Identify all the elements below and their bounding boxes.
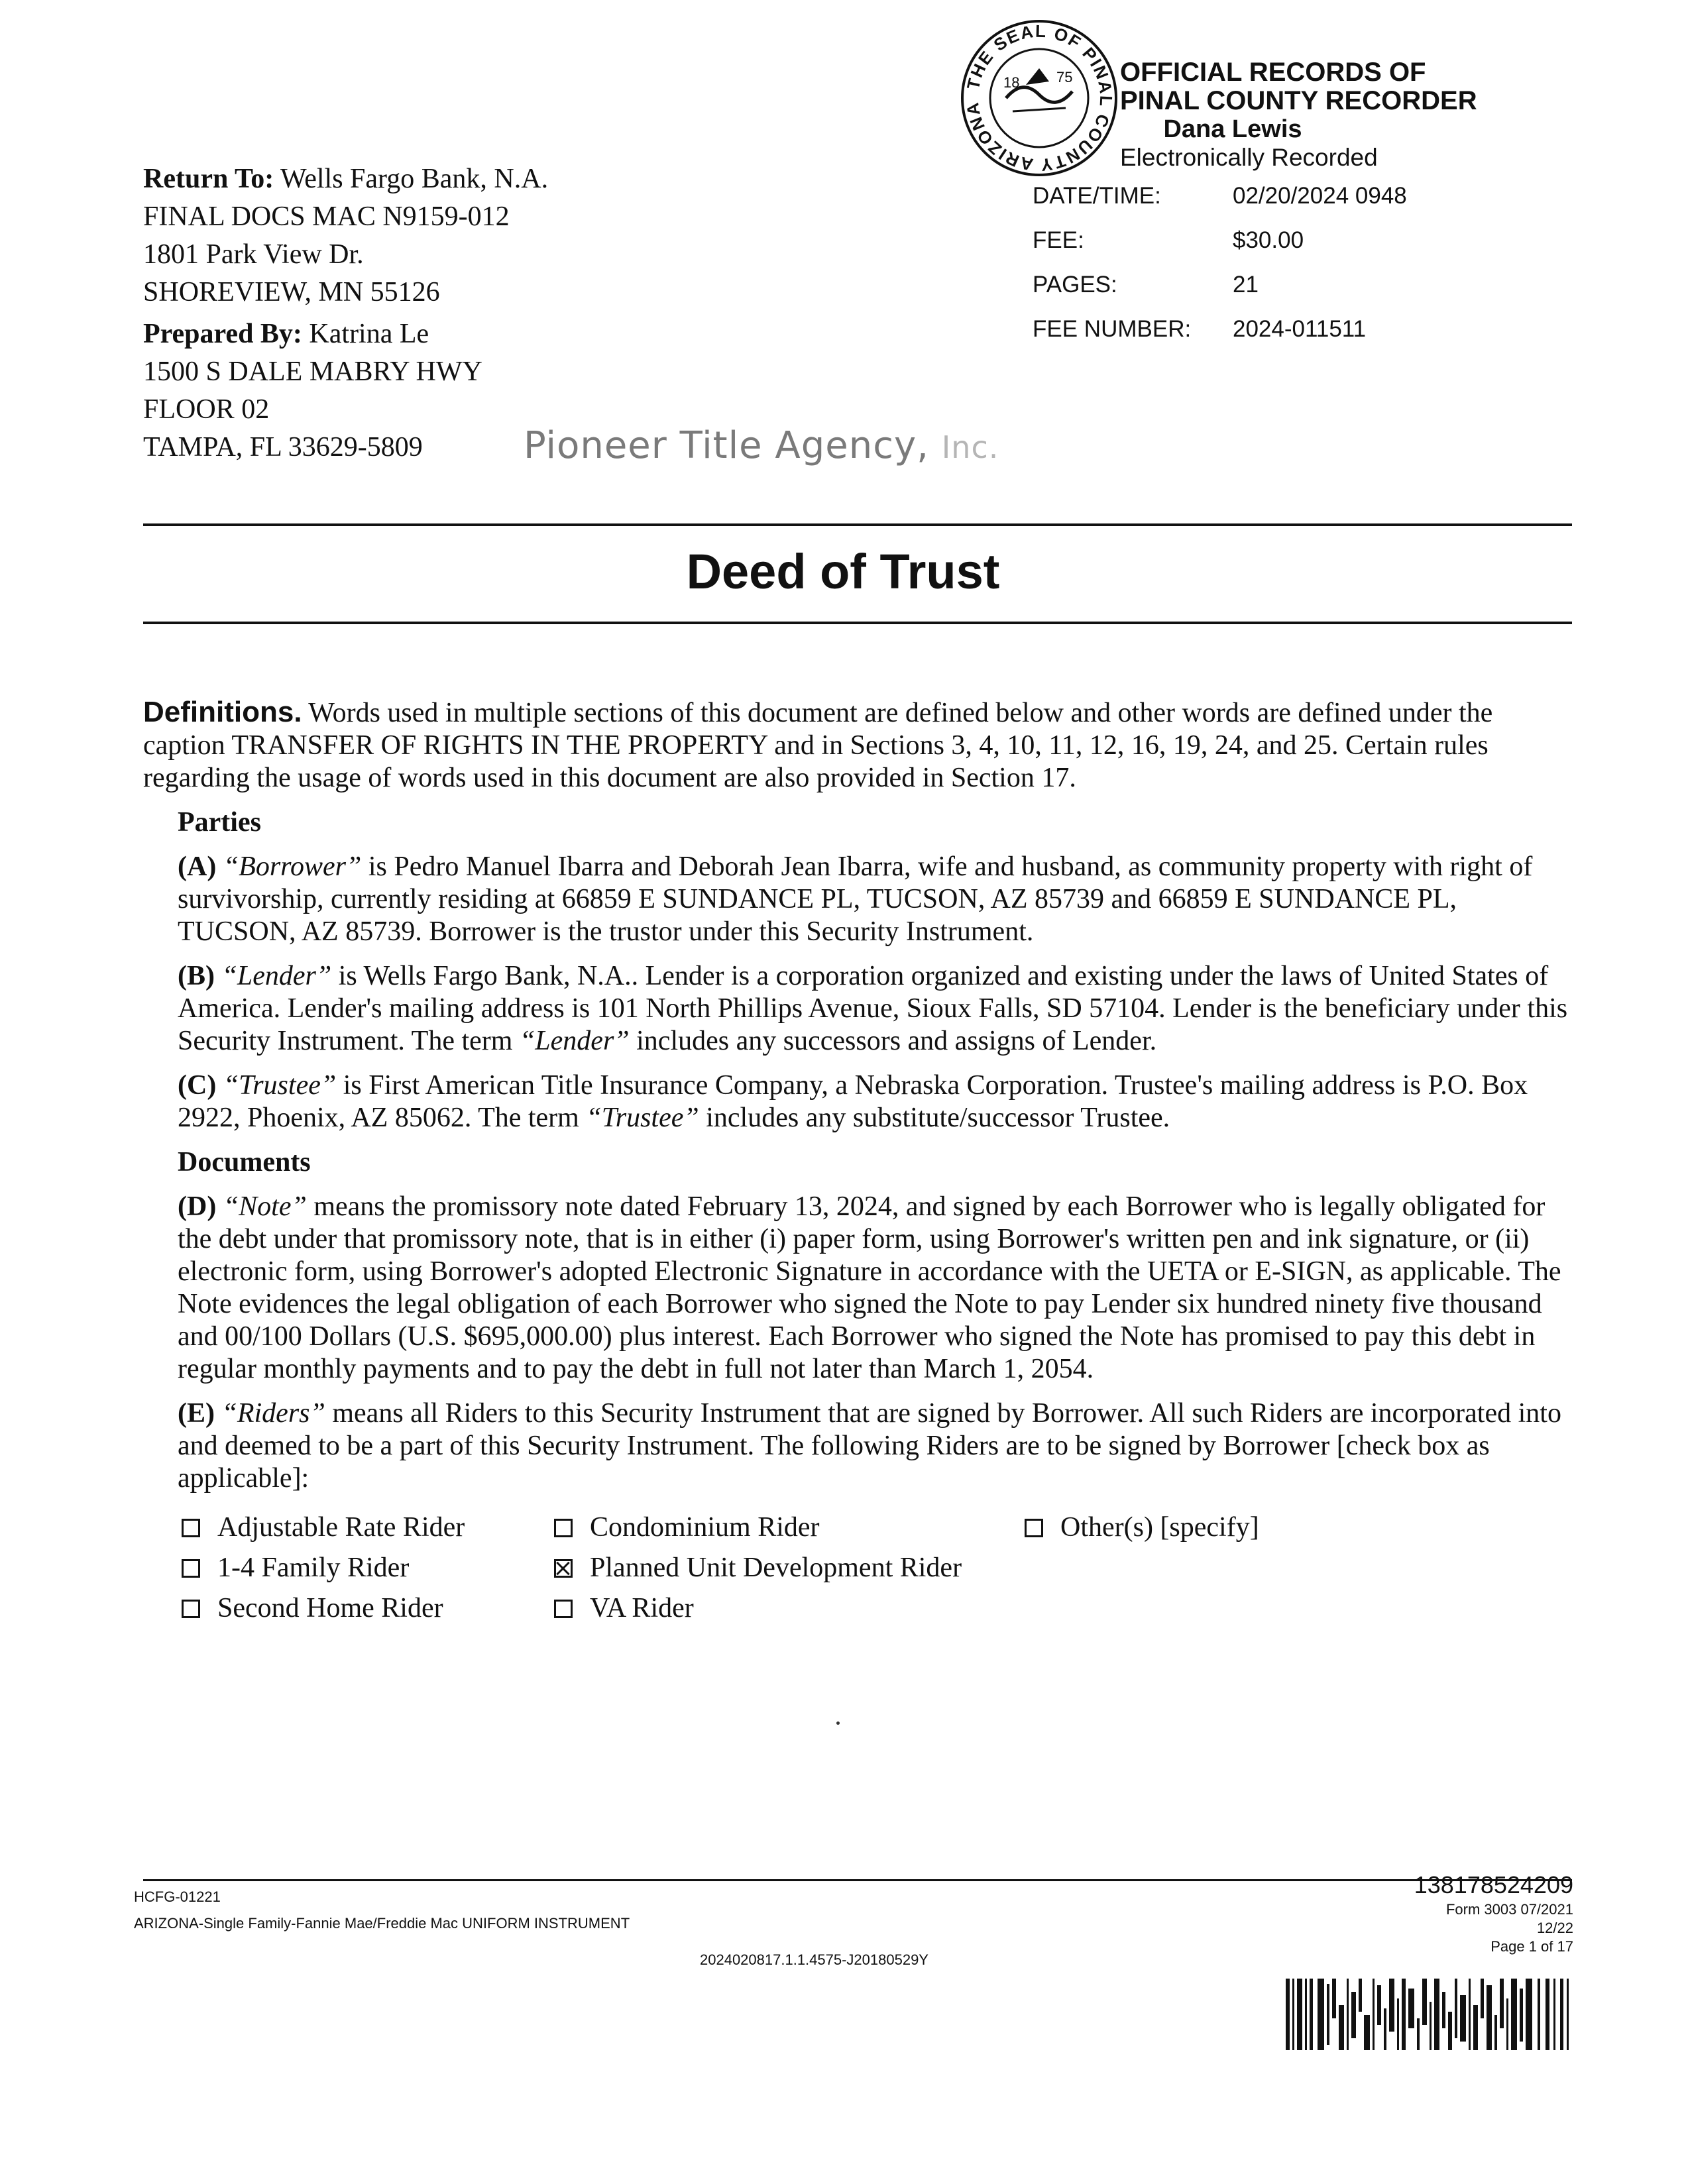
footer-rule <box>143 1879 1572 1881</box>
footer-right <box>1414 1870 1573 1956</box>
rider-empty-cell <box>1025 1550 1290 1586</box>
definitions-paragraph <box>143 696 1572 794</box>
footer-loan-number: 138178524209 <box>1414 1871 1573 1898</box>
definition-item-d <box>178 1191 1572 1386</box>
recorder-status: Electronically Recorded <box>1120 144 1378 171</box>
footer-rev: 12/22 <box>1536 1920 1573 1936</box>
item-term: “Lender” <box>221 961 332 991</box>
recording-row-datetime <box>1033 174 1407 218</box>
item-term: “Note” <box>223 1191 307 1222</box>
recording-value: 2024-011511 <box>1233 316 1367 342</box>
riders-checklist <box>182 1509 1572 1627</box>
recording-info-table <box>1033 174 1407 351</box>
rider-option[interactable] <box>554 1590 1025 1627</box>
item-text: is First American Title Insurance Company, a Nebraska Corporation. Trustee's mailing address is P.O. Box 2922, Phoenix, AZ 85062. The term <box>178 1070 1528 1133</box>
rider-option[interactable] <box>554 1509 1025 1546</box>
item-term: “Lender” <box>519 1026 630 1056</box>
checked-checkbox-icon[interactable] <box>554 1559 573 1578</box>
checkbox-icon[interactable] <box>554 1519 573 1537</box>
county-seal-icon <box>960 19 1119 178</box>
footer-form-code: HCFG-01221 <box>134 1888 221 1905</box>
rider-option[interactable] <box>1025 1509 1290 1546</box>
seal-year-left: 18 <box>1003 74 1020 91</box>
checkbox-icon[interactable] <box>1025 1519 1043 1537</box>
recorder-header <box>1120 58 1477 172</box>
definitions-heading: Definitions. <box>143 696 302 728</box>
recording-row-fee-number <box>1033 307 1407 351</box>
definition-item-e <box>178 1397 1572 1495</box>
rider-option[interactable] <box>182 1550 554 1586</box>
recorder-line-2: PINAL COUNTY RECORDER <box>1120 86 1477 115</box>
title-agency-stamp-suffix: Inc. <box>941 429 999 465</box>
documents-heading: Documents <box>178 1147 311 1177</box>
item-term: “Riders” <box>221 1398 325 1429</box>
rider-label: Condominium Rider <box>590 1512 820 1543</box>
return-to-label: Return To: <box>143 164 274 194</box>
recording-key: DATE/TIME: <box>1033 183 1161 209</box>
rider-option[interactable] <box>182 1590 554 1627</box>
return-to-address-line: FINAL DOCS MAC N9159-012 <box>143 201 510 232</box>
recorder-name: Dana Lewis <box>1163 115 1302 143</box>
definition-item-a <box>178 851 1572 948</box>
prepared-by-address-line: TAMPA, FL 33629-5809 <box>143 432 423 463</box>
item-letter: (C) <box>178 1070 217 1101</box>
title-agency-stamp-main: Pioneer Title Agency, <box>524 424 942 467</box>
item-text: includes any successors and assigns of Lender. <box>629 1026 1157 1056</box>
item-text: is Wells Fargo Bank, N.A.. Lender is a corporation organized and existing under the laws of United States of America. Lender's mailing address is 101 North Phillips Avenue, Sioux Falls, SD 57104. Lender is the beneficiary under this Security Instrument. The term <box>178 961 1568 1056</box>
title-agency-stamp <box>524 424 999 467</box>
stray-dot <box>836 1721 840 1725</box>
item-text: means all Riders to this Security Instrument that are signed by Borrower. All such Riders are incorporated into and deemed to be a part of this Security Instrument. The following Riders are to be signed by Borrower [check box as applicable]: <box>178 1398 1561 1494</box>
return-to-line <box>143 160 548 198</box>
recording-key: PAGES: <box>1033 272 1117 298</box>
prepared-by-address-line: FLOOR 02 <box>143 394 270 425</box>
prepared-by-name: Katrina Le <box>302 319 429 349</box>
definition-item-b <box>178 960 1572 1058</box>
item-letter: (A) <box>178 851 217 882</box>
item-text: means the promissory note dated February 13, 2024, and signed by each Borrower who is legally obligated for the debt under that promissory note, that is in either (i) paper form, using Borrower's written pen and ink signature, or (ii) electronic form, using Borrower's adopted Electronic Signature in accordance with the UETA or E-SIGN, as applicable. The Note evidences the legal obligation of each Borrower who signed the Note to pay Lender six hundred ninety five thousand and 00/100 Dollars (U.S. $695,000.00) plus interest. Each Borrower who signed the Note has promised to pay this debt in regular monthly payments and to pay the debt in full not later than March 1, 2054. <box>178 1191 1561 1384</box>
checkbox-icon[interactable] <box>182 1519 200 1537</box>
footer-left <box>134 1884 630 1937</box>
parties-heading: Parties <box>178 807 261 838</box>
recorder-line-1: OFFICIAL RECORDS OF <box>1120 58 1426 87</box>
recording-key: FEE NUMBER: <box>1033 316 1192 342</box>
prepared-by-line <box>143 315 548 353</box>
recording-value: 21 <box>1233 272 1259 298</box>
item-letter: (B) <box>178 961 215 991</box>
item-letter: (E) <box>178 1398 215 1429</box>
svg-text:THE SEAL OF PINAL COUNTY ARIZO <box>962 21 1116 176</box>
item-letter: (D) <box>178 1191 217 1222</box>
rider-label: Other(s) [specify] <box>1060 1512 1259 1543</box>
footer-page-number: Page 1 of 17 <box>1490 1938 1573 1955</box>
recording-value: 02/20/2024 0948 <box>1233 183 1407 209</box>
title-rule-top <box>143 523 1572 526</box>
item-text: includes any substitute/successor Trustee. <box>699 1103 1170 1133</box>
rider-label: VA Rider <box>590 1593 694 1623</box>
rider-empty-cell <box>1025 1590 1290 1627</box>
return-to-address-line: 1801 Park View Dr. <box>143 239 364 270</box>
document-title: Deed of Trust <box>686 544 1000 599</box>
seal-year-right: 75 <box>1056 69 1073 85</box>
checkbox-icon[interactable] <box>182 1559 200 1578</box>
seal-text: THE SEAL OF PINAL COUNTY ARIZONA <box>962 21 1117 176</box>
rider-label: Second Home Rider <box>217 1593 443 1623</box>
footer-instrument: ARIZONA-Single Family-Fannie Mae/Freddie Mac UNIFORM INSTRUMENT <box>134 1915 630 1932</box>
rider-label: Adjustable Rate Rider <box>217 1512 465 1543</box>
return-address-block <box>143 160 548 466</box>
recording-row-pages <box>1033 262 1407 307</box>
recording-row-fee <box>1033 218 1407 262</box>
footer-center-code: 2024020817.1.1.4575-J20180529Y <box>700 1951 928 1968</box>
rider-label: 1-4 Family Rider <box>217 1553 410 1583</box>
definition-item-c <box>178 1069 1572 1134</box>
definitions-text: Words used in multiple sections of this document are defined below and other words are defined under the caption TRANSFER OF RIGHTS IN THE PROPERTY and in Sections 3, 4, 10, 11, 12, 16, 19, 24, and 25. Certain rules regarding the usage of words used in this document are also provided in Section 17. <box>143 698 1493 793</box>
footer-form-number: Form 3003 07/2021 <box>1445 1901 1573 1918</box>
rider-label: Planned Unit Development Rider <box>590 1553 962 1583</box>
title-rule-bottom <box>143 622 1572 624</box>
prepared-by-label: Prepared By: <box>143 319 302 349</box>
return-to-name: Wells Fargo Bank, N.A. <box>274 164 549 194</box>
item-term: “Trustee” <box>586 1103 699 1133</box>
item-term: “Borrower” <box>223 851 362 882</box>
item-term: “Trustee” <box>223 1070 337 1101</box>
checkbox-icon[interactable] <box>182 1600 200 1618</box>
checkbox-icon[interactable] <box>554 1600 573 1618</box>
rider-option[interactable] <box>182 1509 554 1546</box>
barcode-icon <box>1286 1979 1571 2050</box>
rider-option[interactable] <box>554 1550 1025 1586</box>
return-to-address-line: SHOREVIEW, MN 55126 <box>143 277 440 307</box>
document-body <box>143 696 1572 1627</box>
item-text: is Pedro Manuel Ibarra and Deborah Jean Ibarra, wife and husband, as community property with right of survivorship, currently residing at 66859 E SUNDANCE PL, TUCSON, AZ 85739 and 66859 E SUNDANCE PL, TUCSON, AZ 85739. Borrower is the trustor under this Security Instrument. <box>178 851 1533 947</box>
recording-key: FEE: <box>1033 227 1084 253</box>
prepared-by-address-line: 1500 S DALE MABRY HWY <box>143 356 482 387</box>
recording-value: $30.00 <box>1233 227 1304 253</box>
